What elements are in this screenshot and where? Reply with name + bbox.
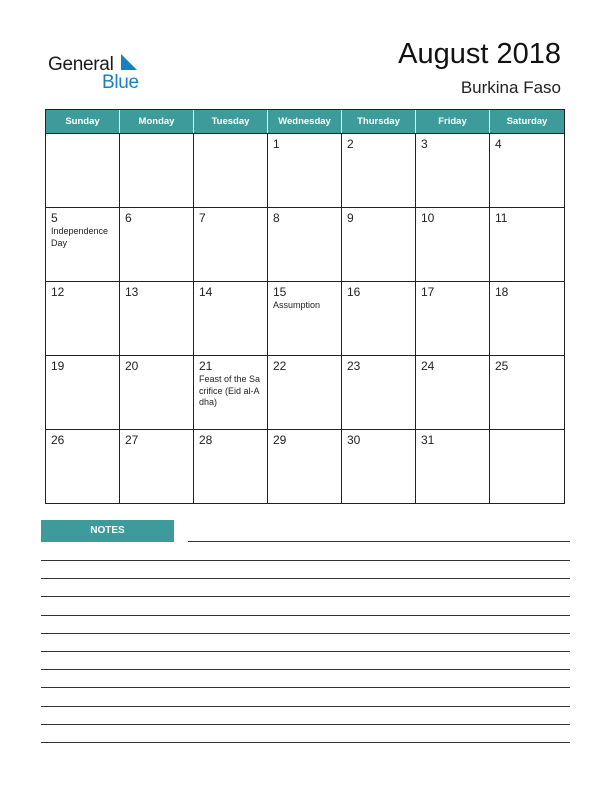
calendar-grid (45, 109, 565, 504)
calendar-day-cell (120, 430, 194, 503)
day-header-saturday: Saturday (506, 116, 548, 127)
day-number: 11 (495, 211, 508, 225)
calendar-day-cell (342, 282, 416, 355)
day-number: 6 (125, 211, 132, 225)
day-number: 1 (273, 137, 280, 151)
day-number: 8 (273, 211, 280, 225)
day-number: 19 (51, 359, 65, 373)
calendar-day-cell (490, 430, 564, 503)
day-number: 2 (347, 137, 354, 151)
calendar-day-cell (416, 208, 490, 281)
calendar-day-cell (268, 282, 342, 355)
notes-line (41, 706, 570, 707)
logo-word-general: General (48, 54, 114, 75)
holiday-label: Independence Day (51, 226, 109, 248)
day-number: 13 (125, 285, 139, 299)
day-header-friday: Friday (416, 110, 490, 133)
calendar-day-cell (194, 430, 268, 503)
day-number: 23 (347, 359, 361, 373)
day-number: 31 (421, 433, 435, 447)
calendar-day-cell (46, 208, 120, 281)
day-number: 15 (273, 285, 287, 299)
calendar-day-cell (194, 356, 268, 429)
logo-triangle-icon (121, 54, 137, 70)
day-number: 30 (347, 433, 361, 447)
page-title: August 2018 (398, 38, 561, 70)
notes-label: NOTES (41, 520, 174, 542)
notes-line (41, 651, 570, 652)
calendar-day-cell (416, 134, 490, 207)
day-number: 10 (421, 211, 435, 225)
day-number: 28 (199, 433, 213, 447)
calendar-day-cell (490, 208, 564, 281)
calendar-day-cell (490, 134, 564, 207)
notes-line (41, 687, 570, 688)
day-header-thursday: Thursday (342, 110, 416, 133)
calendar-day-cell (120, 282, 194, 355)
notes-line (41, 615, 570, 616)
calendar-day-cell (120, 356, 194, 429)
calendar-day-cell (46, 282, 120, 355)
day-number: 16 (347, 285, 361, 299)
calendar-week-row (46, 356, 564, 430)
holiday-label: Feast of the Sacrifice (Eid al-Adha) (199, 374, 261, 407)
calendar-week-row (46, 134, 564, 208)
day-number: 7 (199, 211, 206, 225)
calendar-week-row (46, 430, 564, 503)
logo-word-blue: Blue (102, 72, 139, 93)
calendar-day-cell (268, 208, 342, 281)
logo (48, 52, 158, 92)
calendar-day-cell (268, 356, 342, 429)
notes-line (41, 633, 570, 634)
day-header-wednesday: Wednesday (268, 110, 342, 133)
day-header-monday: Monday (120, 110, 194, 133)
notes-line (41, 596, 570, 597)
day-header-sunday: Sunday (46, 110, 120, 133)
day-number: 20 (125, 359, 139, 373)
calendar-day-cell (342, 430, 416, 503)
calendar-day-cell (342, 356, 416, 429)
day-number: 26 (51, 433, 65, 447)
calendar-day-cell (416, 356, 490, 429)
day-number: 24 (421, 359, 435, 373)
notes-line (188, 541, 570, 542)
day-number: 4 (495, 137, 502, 151)
calendar-day-cell (490, 356, 564, 429)
calendar-day-cell (416, 282, 490, 355)
calendar-day-cell (268, 430, 342, 503)
notes-line (41, 560, 570, 561)
day-number: 14 (199, 285, 213, 299)
calendar-day-cell (194, 134, 268, 207)
notes-line (41, 578, 570, 579)
page-subtitle: Burkina Faso (460, 78, 561, 97)
calendar-day-cell (268, 134, 342, 207)
day-number: 3 (421, 137, 428, 151)
calendar-day-cell (490, 282, 564, 355)
notes-line (41, 742, 570, 743)
day-number: 22 (273, 359, 287, 373)
calendar-weeks (46, 134, 564, 503)
day-number: 17 (421, 285, 435, 299)
calendar-day-cell (342, 134, 416, 207)
day-number: 21 (199, 359, 213, 373)
calendar-day-cell (46, 134, 120, 207)
day-number: 27 (125, 433, 139, 447)
calendar-day-cell (46, 356, 120, 429)
notes-line (41, 724, 570, 725)
calendar-day-cell (194, 208, 268, 281)
day-number: 9 (347, 211, 354, 225)
calendar-day-cell (120, 134, 194, 207)
calendar-header-row (46, 110, 564, 134)
holiday-label: Assumption (273, 300, 321, 310)
notes-line (41, 669, 570, 670)
calendar-day-cell (194, 282, 268, 355)
calendar-day-cell (342, 208, 416, 281)
day-number: 12 (51, 285, 65, 299)
calendar-day-cell (120, 208, 194, 281)
day-number: 18 (495, 285, 509, 299)
day-number: 5 (51, 211, 58, 225)
calendar-week-row (46, 208, 564, 282)
day-header-tuesday: Tuesday (194, 110, 268, 133)
calendar-day-cell (46, 430, 120, 503)
calendar-week-row (46, 282, 564, 356)
day-number: 29 (273, 433, 287, 447)
day-number: 25 (495, 359, 509, 373)
calendar-day-cell (416, 430, 490, 503)
